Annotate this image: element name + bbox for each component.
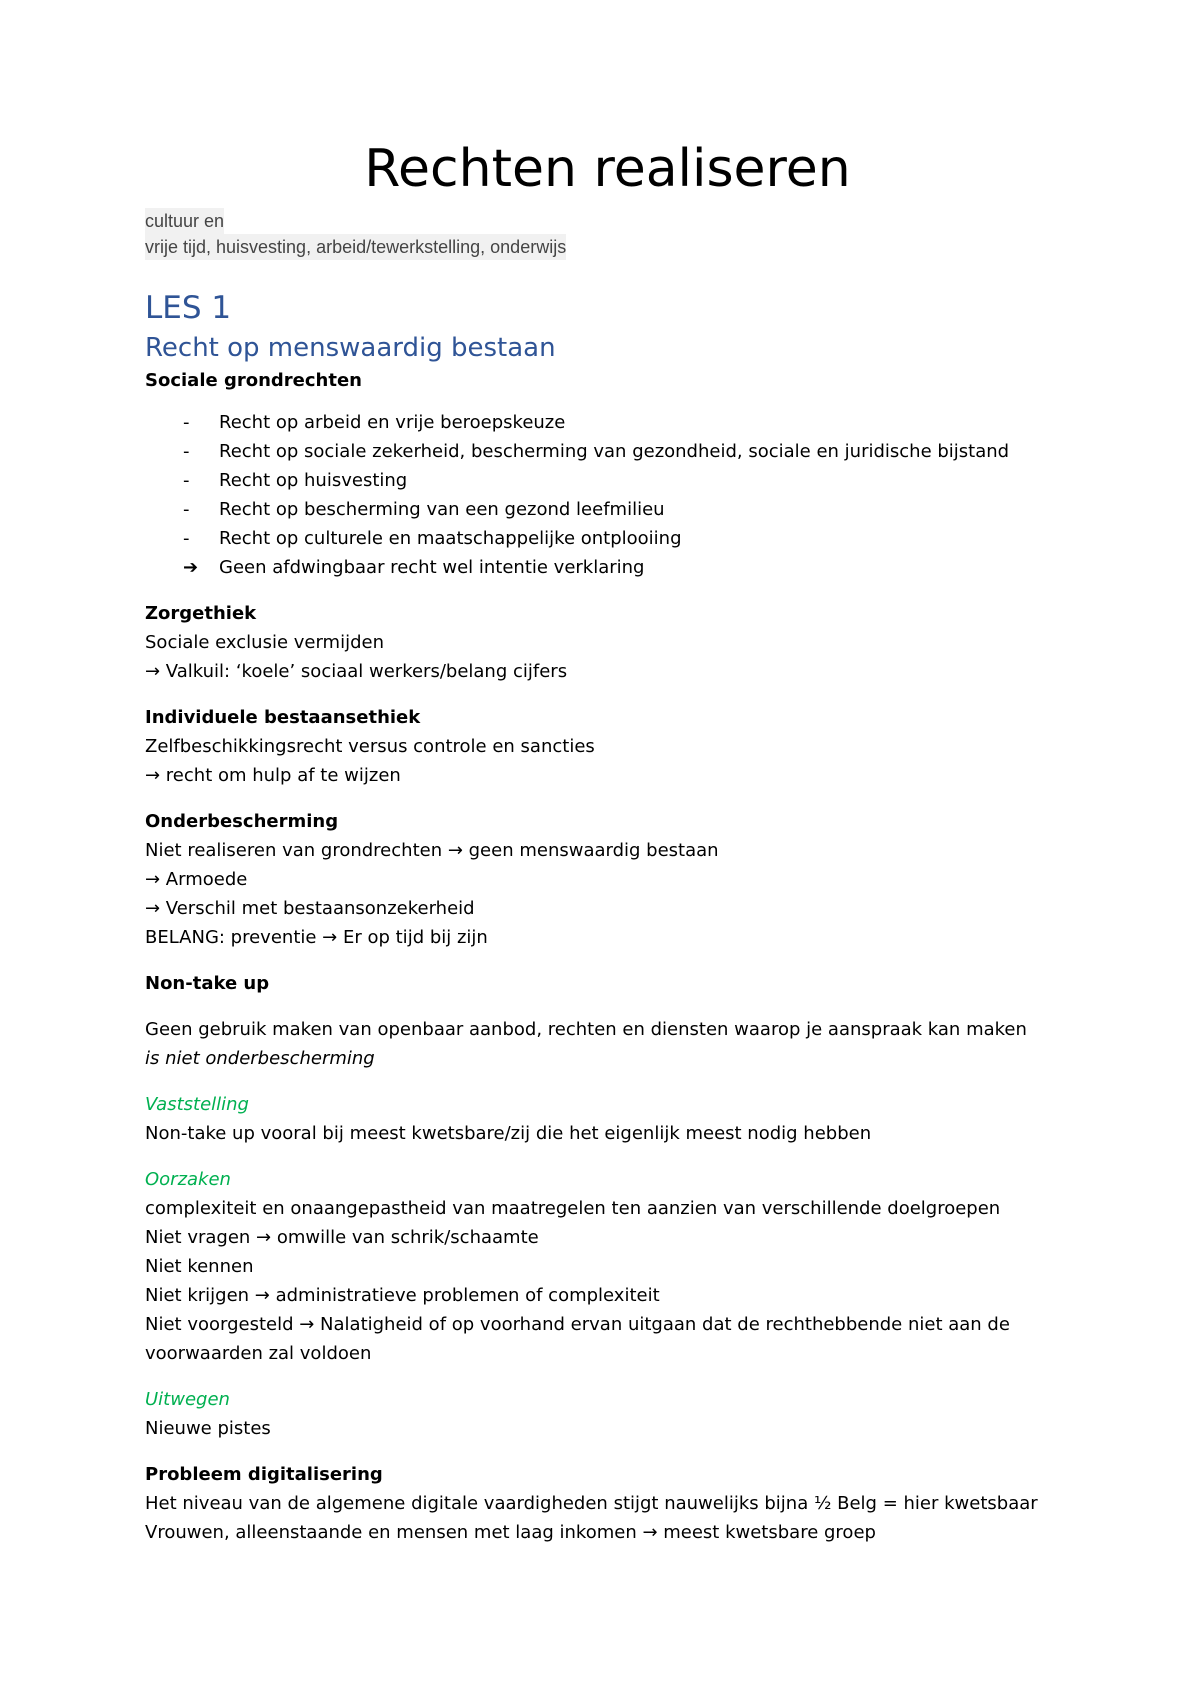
onderbescherming-line-2: → Armoede	[145, 869, 248, 890]
subtitle-line-1: cultuur en	[145, 208, 224, 234]
dash-bullet: -	[183, 528, 190, 549]
oorzaken-heading: Oorzaken	[145, 1169, 231, 1190]
dash-bullet: -	[183, 441, 190, 462]
dash-bullet: -	[183, 412, 190, 433]
list-item	[145, 437, 1050, 466]
list-item	[145, 495, 1050, 524]
subtitle-line-2: vrije tijd, huisvesting, arbeid/tewerkstelling, onderwijs	[145, 234, 566, 260]
zorgethiek-line-1: Sociale exclusie vermijden	[145, 632, 384, 653]
nontake-heading: Non-take up	[145, 973, 270, 994]
list-item	[145, 553, 1050, 582]
onderbescherming-line-4: BELANG: preventie → Er op tijd bij zijn	[145, 927, 488, 948]
individueel-heading: Individuele bestaansethiek	[145, 707, 421, 728]
oorzaken-line-5: Niet voorgesteld → Nalatigheid of op voorhand ervan uitgaan dat de rechthebbende niet aan de	[145, 1314, 1010, 1335]
nontake-line-1: Geen gebruik maken van openbaar aanbod, rechten en diensten waarop je aanspraak kan maken	[145, 1019, 1027, 1040]
onderbescherming-line-3: → Verschil met bestaansonzekerheid	[145, 898, 475, 919]
onderbescherming-line-1: Niet realiseren van grondrechten → geen menswaardig bestaan	[145, 840, 719, 861]
list-item	[145, 408, 1050, 437]
sociale-heading: Sociale grondrechten	[145, 370, 362, 391]
vaststelling-heading: Vaststelling	[145, 1094, 249, 1115]
list-item-text: Recht op bescherming van een gezond leefmilieu	[219, 499, 665, 520]
sociale-list	[145, 408, 1050, 582]
arrow-right-icon: ➔	[183, 557, 199, 578]
document-title: Rechten realiseren	[364, 139, 851, 199]
digitalisering-heading: Probleem digitalisering	[145, 1464, 383, 1485]
digitalisering-line-1: Het niveau van de algemene digitale vaardigheden stijgt nauwelijks bijna ½ Belg = hier kwetsbaar	[145, 1493, 1038, 1514]
uitwegen-heading: Uitwegen	[145, 1389, 230, 1410]
oorzaken-line-6: voorwaarden zal voldoen	[145, 1343, 372, 1364]
dash-bullet: -	[183, 499, 190, 520]
list-item-text: Recht op culturele en maatschappelijke ontplooiing	[219, 528, 682, 549]
oorzaken-line-3: Niet kennen	[145, 1256, 254, 1277]
subtitle	[145, 208, 1050, 260]
uitwegen-line-1: Nieuwe pistes	[145, 1418, 271, 1439]
digitalisering-line-2: Vrouwen, alleenstaande en mensen met laag inkomen → meest kwetsbare groep	[145, 1522, 876, 1543]
onderbescherming-heading: Onderbescherming	[145, 811, 339, 832]
list-item-text: Geen afdwingbaar recht wel intentie verklaring	[219, 557, 645, 578]
zorgethiek-line-2: → Valkuil: ‘koele’ sociaal werkers/belang cijfers	[145, 661, 568, 682]
nontake-line-2: is niet onderbescherming	[145, 1048, 375, 1069]
individueel-line-2: → recht om hulp af te wijzen	[145, 765, 401, 786]
zorgethiek-heading: Zorgethiek	[145, 603, 257, 624]
vaststelling-line-1: Non-take up vooral bij meest kwetsbare/zij die het eigenlijk meest nodig hebben	[145, 1123, 872, 1144]
list-item-text: Recht op arbeid en vrije beroepskeuze	[219, 412, 566, 433]
individueel-line-1: Zelfbeschikkingsrecht versus controle en sancties	[145, 736, 595, 757]
list-item-text: Recht op sociale zekerheid, bescherming van gezondheid, sociale en juridische bijstand	[219, 441, 1010, 462]
dash-bullet: -	[183, 470, 190, 491]
oorzaken-line-2: Niet vragen → omwille van schrik/schaamte	[145, 1227, 539, 1248]
heading-les: LES 1	[145, 290, 232, 326]
list-item-text: Recht op huisvesting	[219, 470, 408, 491]
oorzaken-line-1: complexiteit en onaangepastheid van maatregelen ten aanzien van verschillende doelgroepen	[145, 1198, 1001, 1219]
oorzaken-line-4: Niet krijgen → administratieve problemen of complexiteit	[145, 1285, 660, 1306]
heading-section: Recht op menswaardig bestaan	[145, 333, 556, 363]
list-item	[145, 524, 1050, 553]
list-item	[145, 466, 1050, 495]
